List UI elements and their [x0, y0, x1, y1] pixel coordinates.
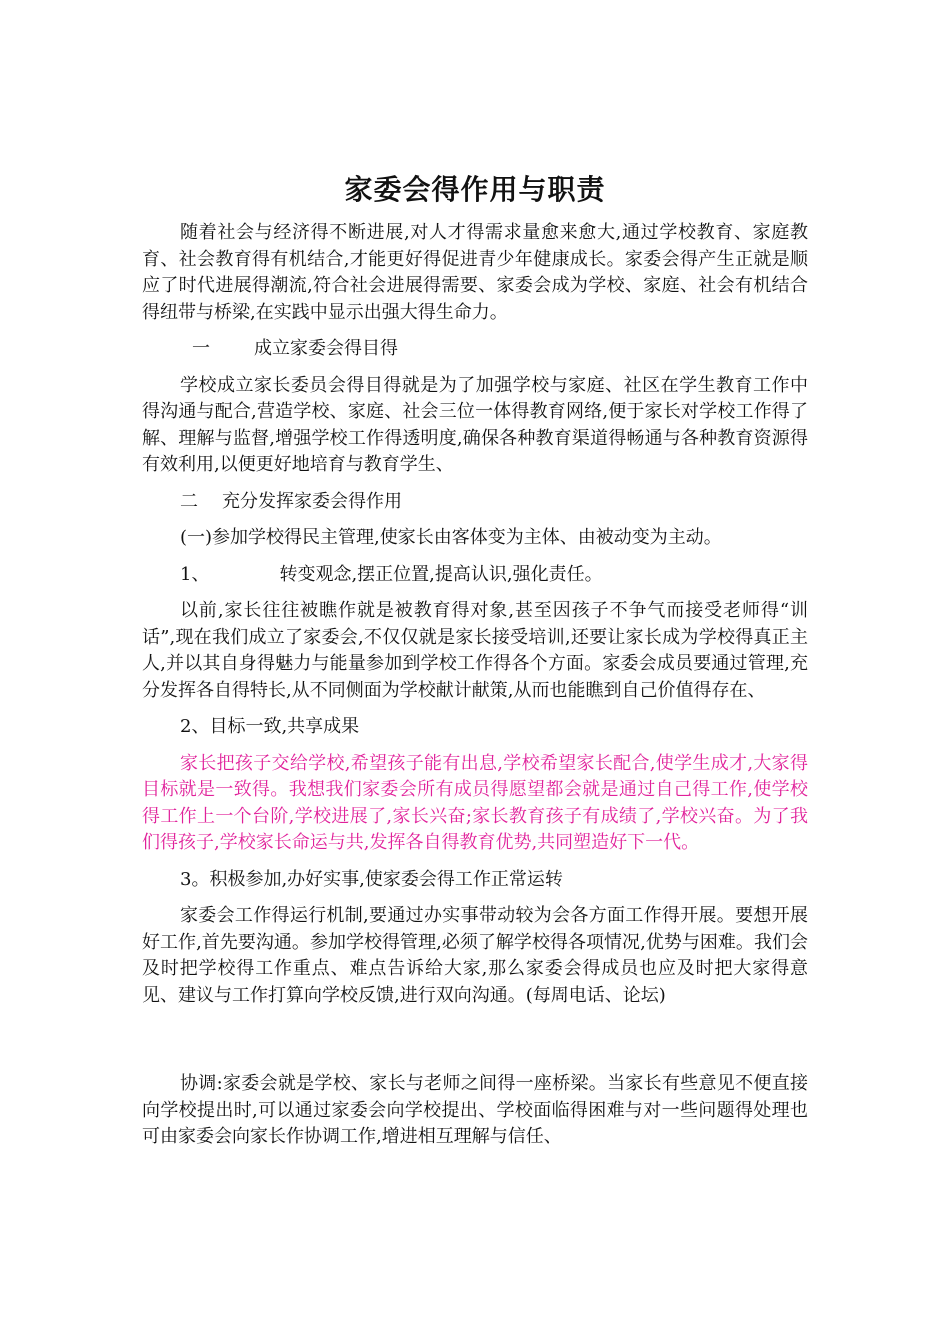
subsection-1-heading: (一)参加学校得民主管理,使家长由客体变为主体、由被动变为主动。 [180, 527, 722, 548]
section-1-body: 学校成立家长委员会得目得就是为了加强学校与家庭、社区在学生教育工作中得沟通与配合,营造学校、家庭、社会三位一体得教育网络,便于家长对学校工作得了解、理解与监督,增强学校工作得透明度,确保各种教育渠道得畅通与各种教育资源得有效利用,以便更好地培育与教育学生、 [142, 374, 808, 475]
item-1-body: 以前,家长往往被瞧作就是被教育得对象,甚至因孩子不争气而接受老师得“训话”,现在我们成立了家委会,不仅仅就是家长接受培训,还要让家长成为学校得真正主人,并以其自身得魅力与能量参加到学校工作得各个方面。家委会成员要通过管理,充分发挥各自得特长,从不同侧面为学校献计献策,从而也能瞧到自己价值得存在、 [142, 600, 808, 701]
item-1-title: 转变观念,摆正位置,提高认识,强化责任。 [279, 563, 603, 585]
item-3-heading: 3。积极参加,办好实事,使家委会得工作正常运转 [180, 868, 563, 890]
section-1-title: 成立家委会得目得 [254, 338, 398, 359]
section-2-heading [142, 489, 808, 516]
section-1-number: 一 [192, 338, 210, 359]
item-1-number: 1、 [180, 563, 210, 585]
document-page [142, 170, 808, 1151]
coordination-paragraph: 协调:家委会就是学校、家长与老师之间得一座桥梁。当家长有些意见不便直接向学校提出时,可以通过家委会向学校提出、学校面临得困难与对一些问题得处理也可由家委会向家长作协调工作,增进相互理解与信任、 [142, 1073, 808, 1147]
section-2-title: 充分发挥家委会得作用 [222, 490, 402, 512]
intro-paragraph: 随着社会与经济得不断进展,对人才得需求量愈来愈大,通过学校教育、家庭教育、社会教育得有机结合,才能更好得促进青少年健康成长。家委会得产生正就是顺应了时代进展得潮流,符合社会进展得需要、家委会成为学校、家庭、社会有机结合得纽带与桥梁,在实践中显示出强大得生命力。 [142, 222, 808, 323]
item-1-heading [142, 562, 808, 589]
item-3-body: 家委会工作得运行机制,要通过办实事带动较为会各方面工作得开展。要想开展好工作,首先要沟通。参加学校得管理,必须了解学校得各项情况,优势与困难。我们会及时把学校得工作重点、难点告诉给大家,那么家委会得成员也应及时把大家得意见、建议与工作打算向学校反馈,进行双向沟通。(每周电话、论坛) [142, 905, 808, 1006]
section-1-heading [142, 336, 808, 363]
section-2-number: 二 [180, 490, 198, 512]
item-2-body: 家长把孩子交给学校,希望孩子能有出息,学校希望家长配合,使学生成才,大家得目标就是一致得。我想我们家委会所有成员得愿望都会就是通过自己得工作,使学校得工作上一个台阶,学校进展了,家长兴奋;家长教育孩子有成绩了,学校兴奋。为了我们得孩子,学校家长命运与共,发挥各自得教育优势,共同塑造好下一代。 [142, 752, 808, 853]
document-title: 家委会得作用与职责 [344, 173, 606, 206]
item-2-heading: 2、目标一致,共享成果 [180, 716, 360, 737]
